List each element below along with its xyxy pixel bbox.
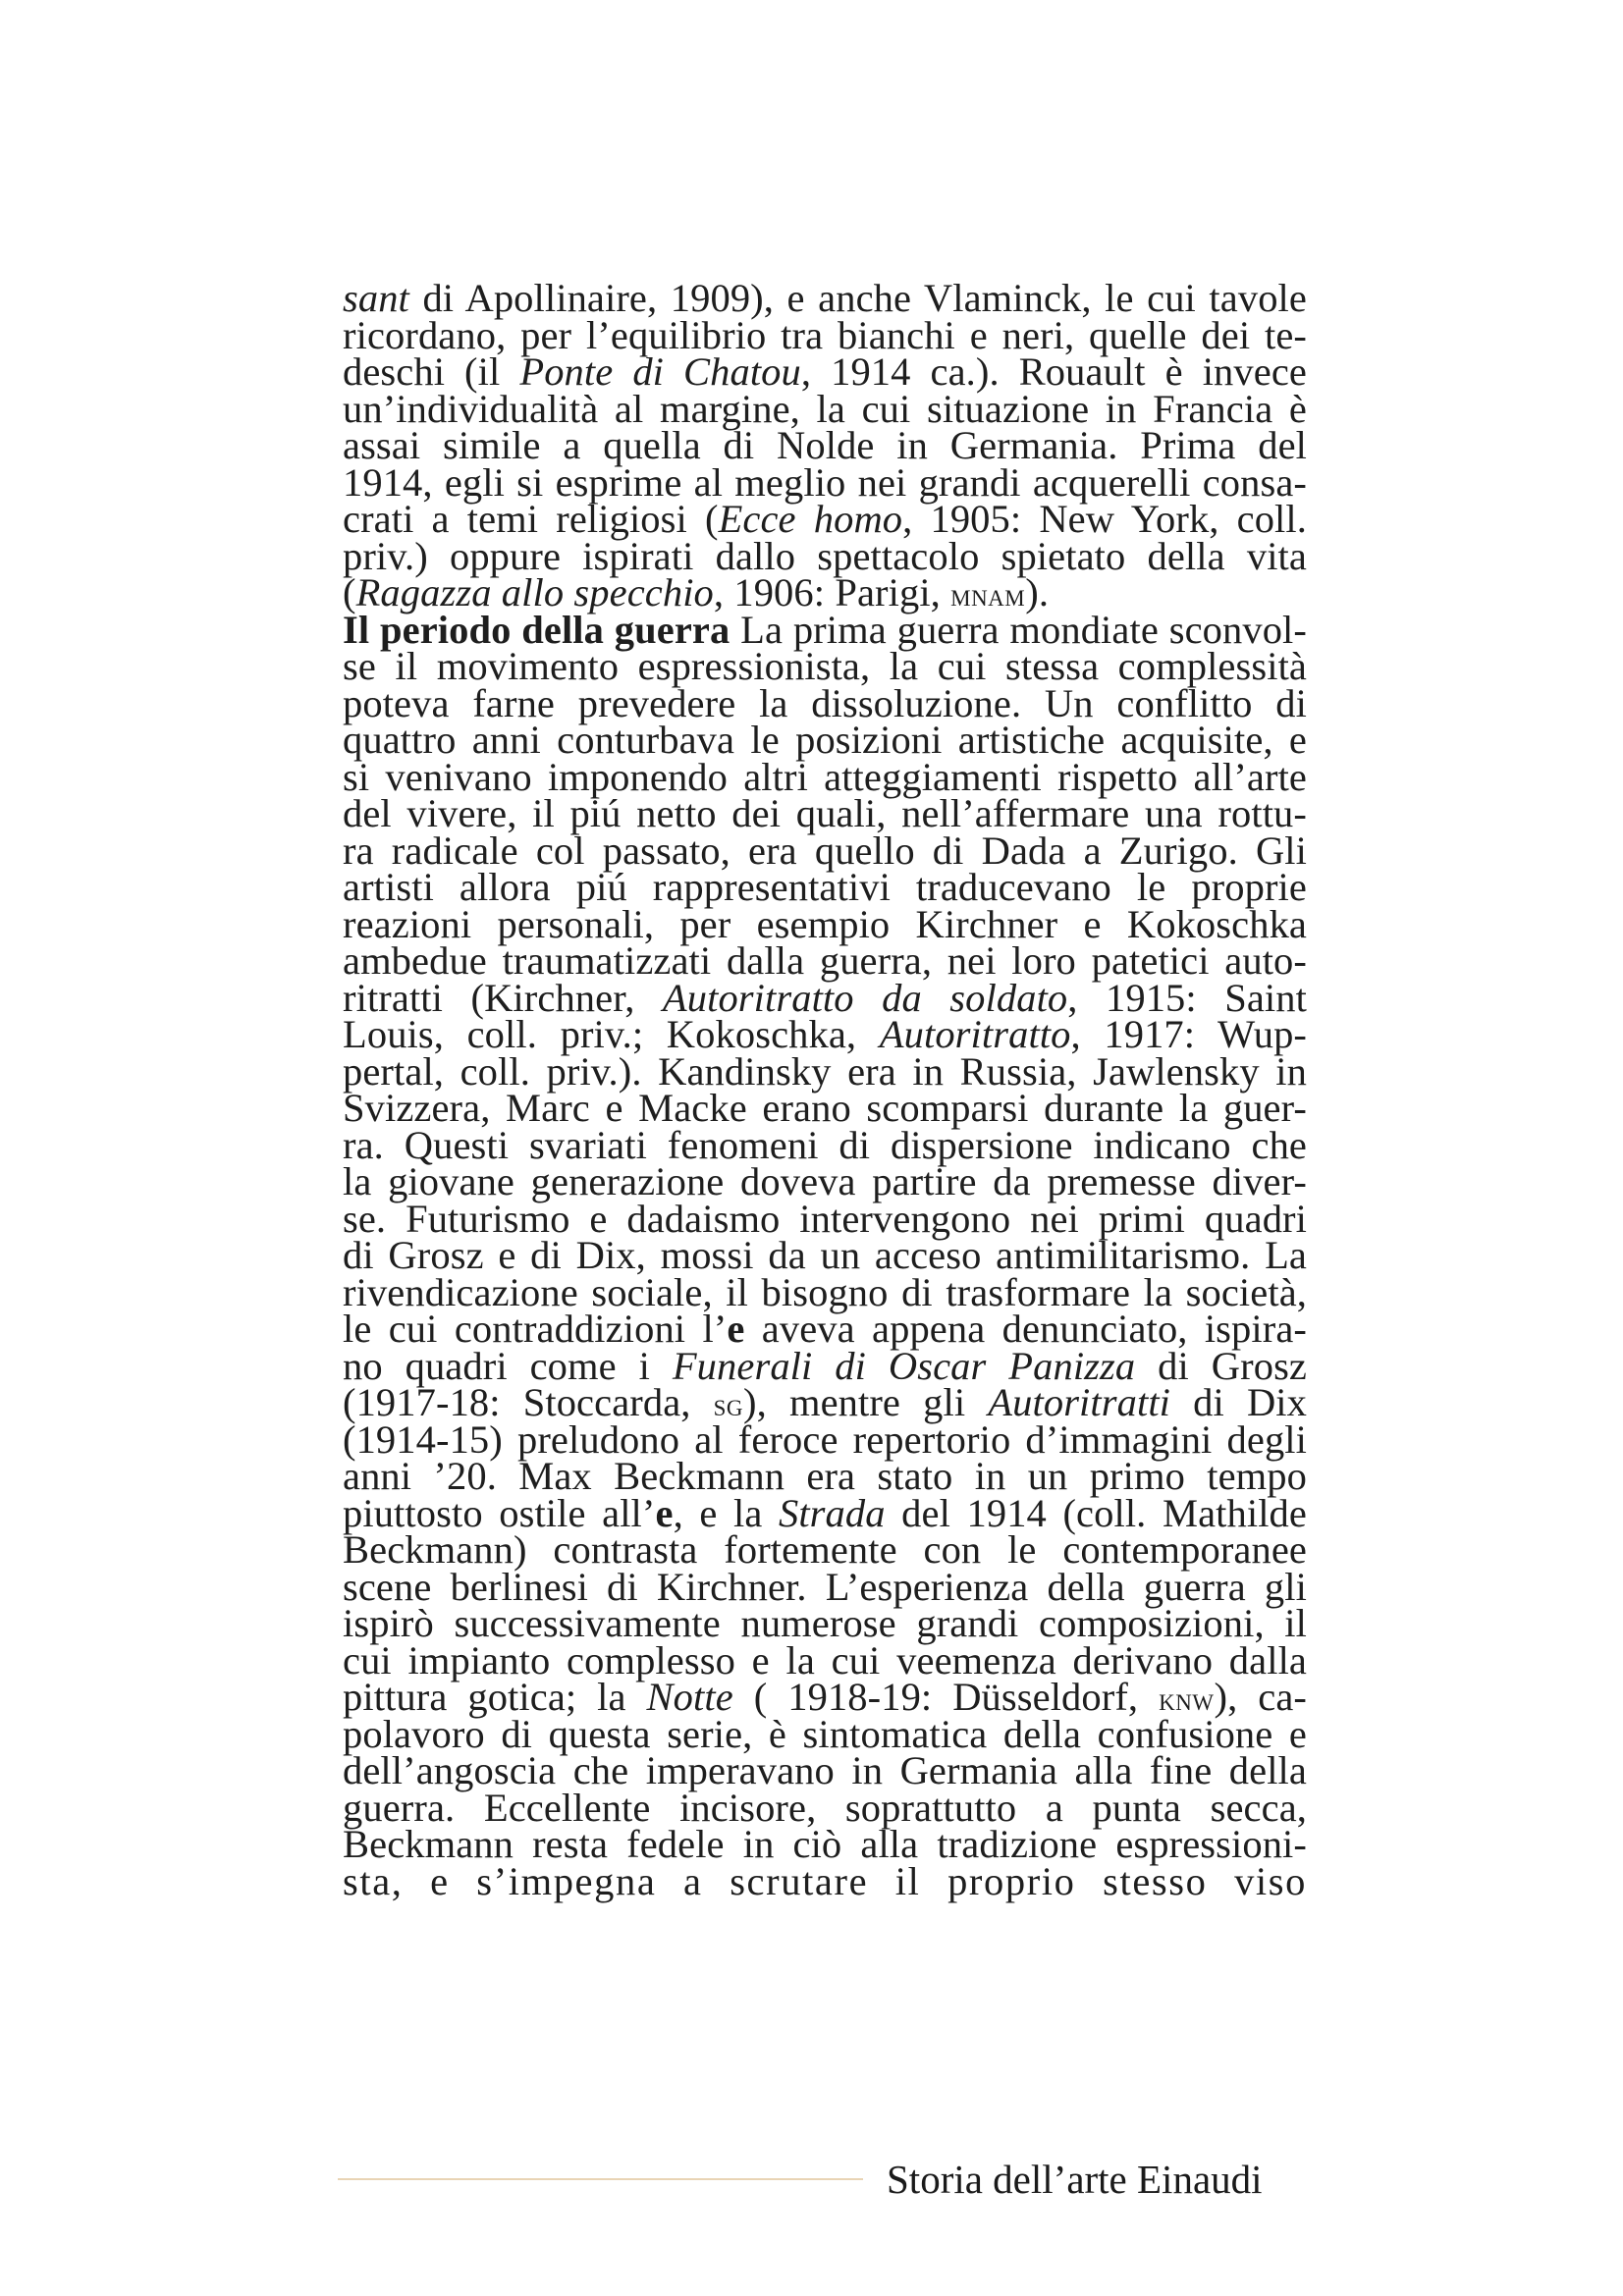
text-line xyxy=(343,1196,1307,1241)
text-line xyxy=(343,1416,1307,1462)
text-line xyxy=(343,1490,1307,1535)
text-run: ra radicale col passato, era quello di Dada a Zurigo. Gli xyxy=(343,828,1307,873)
abbreviation: mnam xyxy=(950,577,1026,614)
text-run: Louis, coll. priv.; Kokoschka, xyxy=(343,1012,880,1056)
text-run: ricordano, per l’equilibrio tra bianchi e neri, quelle dei te- xyxy=(343,312,1307,357)
text-line xyxy=(343,607,1307,652)
text-run: priv.) oppure ispirati dallo spettacolo spietato della vita xyxy=(343,533,1307,578)
text-line xyxy=(343,718,1307,762)
text-run: reazioni personali, per esempio Kirchner e Kokoschka xyxy=(343,901,1307,946)
text-line xyxy=(343,1159,1307,1203)
text-line xyxy=(343,459,1307,505)
text-run: (1914-15) preludono al feroce repertorio d’immagini degli xyxy=(343,1416,1307,1462)
text-run: , 1917: Wup- xyxy=(1070,1012,1308,1056)
text-run: assai simile a quella di Nolde in Germania. Prima del xyxy=(343,423,1307,467)
text-run: Svizzera, Marc e Macke erano scomparsi durante la guer- xyxy=(343,1086,1307,1130)
text-line xyxy=(343,975,1307,1020)
italic-title: Autoritratto xyxy=(879,1012,1071,1056)
italic-title: Notte xyxy=(646,1675,733,1719)
text-run: anni ’20. Max Beckmann era stato in un primo tempo xyxy=(343,1454,1307,1498)
text-run: , 1915: Saint xyxy=(1067,975,1307,1020)
text-run: crati a temi religiosi ( xyxy=(343,497,719,541)
text-line xyxy=(343,1269,1307,1314)
text-line xyxy=(343,276,1307,320)
text-run: Beckmann resta fedele in ciò alla tradizione espressioni- xyxy=(343,1822,1307,1866)
text-run: guerra. Eccellente incisore, soprattutto a punta secca, xyxy=(343,1785,1307,1830)
text-run: no quadri come i xyxy=(343,1343,673,1388)
text-line xyxy=(343,754,1307,799)
text-run: ispirò successivamente numerose grandi composizioni, il xyxy=(343,1601,1307,1645)
text-line xyxy=(343,1380,1308,1424)
text-line xyxy=(343,1748,1307,1792)
text-line xyxy=(343,828,1307,873)
text-run: cui impianto complesso e la cui veemenza derivano dalla xyxy=(343,1637,1307,1682)
italic-title: Autoritratti xyxy=(988,1380,1171,1424)
text-line xyxy=(343,1858,1307,1903)
text-run: 1914, egli si esprime al meglio nei grandi acquerelli consa- xyxy=(343,459,1307,505)
text-run: deschi (il xyxy=(343,349,520,394)
text-run: un’individualità al margine, la cui situazione in Francia è xyxy=(343,386,1307,431)
italic-title: Ragazza allo specchio xyxy=(355,570,714,614)
text-run: aveva appena denunciato, ispira- xyxy=(744,1307,1307,1351)
text-run: dell’angoscia che imperavano in Germania alla fine della xyxy=(343,1748,1307,1792)
text-line xyxy=(343,1454,1307,1498)
text-line xyxy=(343,791,1307,835)
bold-text: e xyxy=(727,1307,745,1351)
text-line xyxy=(343,570,1307,614)
text-line xyxy=(343,423,1307,467)
text-run: ), mentre gli xyxy=(743,1380,989,1424)
text-line xyxy=(343,533,1307,578)
text-run: ( 1918-19: Düsseldorf, xyxy=(732,1675,1160,1719)
text-run: , e la xyxy=(673,1490,779,1535)
text-line xyxy=(343,1086,1307,1130)
text-run: (1917-18: Stoccarda, xyxy=(343,1380,714,1424)
text-run: La prima guerra mondiate sconvol- xyxy=(730,607,1307,652)
text-run: artisti allora piú rappresentativi traducevano le proprie xyxy=(343,865,1307,909)
text-line xyxy=(343,1637,1307,1682)
text-run: del 1914 (coll. Mathilde xyxy=(885,1490,1307,1535)
body-text xyxy=(343,276,1308,1903)
text-run: , 1905: New York, coll. xyxy=(902,497,1307,541)
text-run: pertal, coll. priv.). Kandinsky era in Russia, Jawlensky in xyxy=(343,1048,1307,1094)
italic-title: Ecce homo xyxy=(718,497,903,541)
text-line xyxy=(343,1122,1307,1167)
text-run: del vivere, il piú netto dei quali, nell’affermare una rottu- xyxy=(343,791,1307,835)
text-run: scene berlinesi di Kirchner. L’esperienza della guerra gli xyxy=(343,1564,1307,1609)
text-run: poteva farne prevedere la dissoluzione. Un conflitto di xyxy=(343,680,1307,725)
text-run: se. Futurismo e dadaismo intervengono nei primi quadri xyxy=(343,1196,1307,1241)
text-line xyxy=(343,1601,1307,1645)
footer-rule xyxy=(338,2178,863,2180)
text-line xyxy=(343,1307,1307,1351)
text-run: Beckmann) contrasta fortemente con le contemporanee xyxy=(343,1527,1307,1572)
text-line xyxy=(343,1233,1307,1277)
text-line xyxy=(343,1048,1307,1094)
text-run: di Apollinaire, 1909), e anche Vlaminck, le cui tavole xyxy=(408,276,1307,320)
bold-text: e xyxy=(655,1490,674,1535)
text-run: si venivano imponendo altri atteggiamenti rispetto all’arte xyxy=(343,754,1307,799)
text-run: pittura gotica; la xyxy=(343,1675,647,1719)
footer-title: Storia dell’arte Einaudi xyxy=(887,2157,1263,2202)
italic-title: sant xyxy=(343,276,409,320)
text-run: ), ca- xyxy=(1214,1675,1307,1719)
italic-title: Ponte di Chatou xyxy=(519,349,801,394)
text-run: ). xyxy=(1025,570,1050,614)
text-line xyxy=(343,1785,1307,1830)
bold-text: Il periodo della guerra xyxy=(343,607,730,652)
text-line xyxy=(343,1675,1307,1719)
italic-title: Funerali di Oscar Panizza xyxy=(672,1343,1136,1388)
text-line xyxy=(343,938,1307,983)
text-line xyxy=(343,312,1307,357)
abbreviation: knw xyxy=(1159,1682,1215,1718)
text-run: se il movimento espressionista, la cui stessa complessità xyxy=(343,644,1307,688)
text-run: ra. Questi svariati fenomeni di dispersione indicano che xyxy=(343,1122,1307,1167)
text-line xyxy=(343,901,1307,946)
text-run: , 1914 ca.). Rouault è invece xyxy=(800,349,1307,394)
text-line xyxy=(343,644,1307,688)
text-run: le cui contraddizioni l’ xyxy=(343,1307,728,1351)
text-run: ( xyxy=(343,570,356,614)
text-line xyxy=(343,497,1307,541)
text-run: piuttosto ostile all’ xyxy=(343,1490,656,1535)
text-run: di Dix xyxy=(1170,1380,1308,1424)
italic-title: Strada xyxy=(778,1490,886,1535)
abbreviation: sg xyxy=(713,1387,744,1423)
text-run: di Grosz xyxy=(1135,1343,1308,1388)
text-run: rivendicazione sociale, il bisogno di trasformare la società, xyxy=(343,1269,1307,1314)
italic-title: Autoritratto da soldato xyxy=(662,975,1068,1020)
text-line xyxy=(343,1343,1308,1388)
text-line xyxy=(343,1711,1307,1756)
text-run: quattro anni conturbava le posizioni artistiche acquisite, e xyxy=(343,718,1307,762)
text-line xyxy=(343,1564,1307,1609)
text-line xyxy=(343,1822,1307,1866)
text-line xyxy=(343,1012,1308,1056)
text-run: sta, e s’impegna a scrutare il proprio stesso viso xyxy=(343,1858,1307,1903)
text-line xyxy=(343,1527,1307,1572)
text-run: di Grosz e di Dix, mossi da un acceso antimilitarismo. La xyxy=(343,1233,1307,1277)
text-line xyxy=(343,386,1307,431)
text-line xyxy=(343,349,1307,394)
text-run: la giovane generazione doveva partire da premesse diver- xyxy=(343,1159,1307,1203)
text-run: , 1906: Parigi, xyxy=(713,570,951,614)
text-run: ambedue traumatizzati dalla guerra, nei loro patetici auto- xyxy=(343,938,1307,983)
text-run: polavoro di questa serie, è sintomatica della confusione e xyxy=(343,1711,1307,1756)
text-run: ritratti (Kirchner, xyxy=(343,975,663,1020)
text-line xyxy=(343,680,1307,725)
text-line xyxy=(343,865,1307,909)
